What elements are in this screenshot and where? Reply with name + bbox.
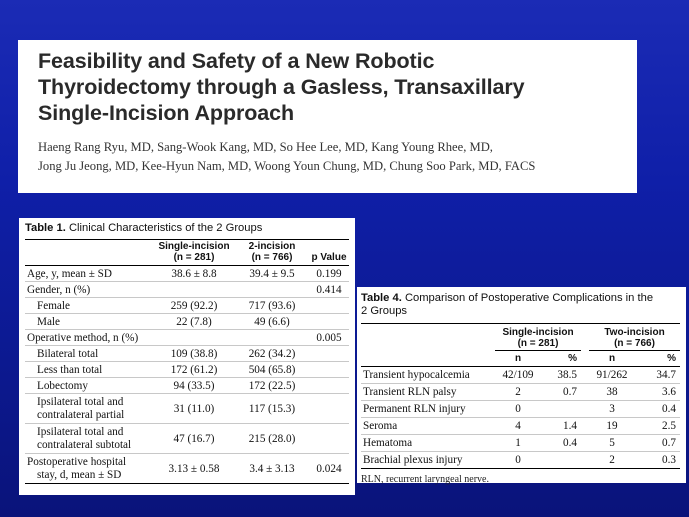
row-label: Female [25, 298, 153, 314]
cell-two: 504 (65.8) [235, 362, 309, 378]
cell-n-two: 5 [589, 435, 635, 452]
cell-n-single: 0 [495, 452, 541, 469]
cell-p [309, 362, 349, 378]
table-1-header-two [235, 240, 309, 266]
article-title [38, 48, 623, 126]
cell-pct-single: 1.4 [541, 418, 581, 435]
row-label-line-1: Postoperative hospital [27, 455, 127, 468]
table-4-header-blank [361, 324, 495, 351]
cell-pct-single [541, 452, 581, 469]
table-row [25, 378, 349, 394]
cell-pct-single: 0.7 [541, 384, 581, 401]
table-4-footnote: RLN, recurrent laryngeal nerve. [361, 474, 489, 485]
cell-n-single: 42/109 [495, 367, 541, 384]
table-1 [25, 239, 349, 484]
table-4-header-two [589, 324, 680, 351]
cell-n-single: 4 [495, 418, 541, 435]
cell-p [309, 298, 349, 314]
table-4-label: Table 4. [361, 292, 402, 304]
cell-p [309, 346, 349, 362]
cell-gap [581, 367, 589, 384]
cell-pct-two: 34.7 [635, 367, 680, 384]
table-4-caption-line-2: 2 Groups [361, 305, 408, 317]
table-1-panel [19, 218, 355, 495]
row-label: Bilateral total [25, 346, 153, 362]
table-row [25, 424, 349, 454]
row-label: Gender, n (%) [25, 282, 153, 298]
row-label: Operative method, n (%) [25, 330, 153, 346]
cell-n-single: 1 [495, 435, 541, 452]
cell-n-single: 2 [495, 384, 541, 401]
title-line-1: Feasibility and Safety of a New Robotic [38, 49, 435, 73]
cell-p [309, 394, 349, 424]
header-single-line-1: Single-incision [502, 327, 574, 338]
cell-two: 717 (93.6) [235, 298, 309, 314]
header-single-line-1: Single-incision [158, 241, 230, 252]
table-row [361, 384, 680, 401]
sub-header-pct: % [568, 353, 577, 364]
row-label: Hematoma [361, 435, 495, 452]
cell-p: 0.024 [309, 454, 349, 484]
row-label [25, 424, 153, 454]
table-row [361, 418, 680, 435]
row-label [25, 394, 153, 424]
table-row [361, 367, 680, 384]
author-line-2: Jong Ju Jeong, MD, Kee-Hyun Nam, MD, Woong Youn Chung, MD, Chung Soo Park, MD, FACS [38, 159, 536, 173]
header-two-line-1: Two-incision [604, 327, 665, 338]
cell-single: 109 (38.8) [153, 346, 235, 362]
row-label: Transient RLN palsy [361, 384, 495, 401]
cell-gap [581, 401, 589, 418]
row-label: Seroma [361, 418, 495, 435]
cell-pct-single [541, 401, 581, 418]
row-label-line-1: Ipsilateral total and [37, 395, 124, 408]
cell-n-single: 0 [495, 401, 541, 418]
table-1-caption [25, 222, 349, 235]
title-line-2: Thyroidectomy through a Gasless, Transaxillary [38, 75, 525, 99]
row-label-line-2: stay, d, mean ± SD [37, 468, 122, 481]
table-4-sub-gap [581, 351, 589, 367]
cell-single [153, 282, 235, 298]
table-4-header-gap [581, 324, 589, 351]
author-list [38, 138, 623, 176]
cell-single: 47 (16.7) [153, 424, 235, 454]
table-row [25, 394, 349, 424]
cell-two: 215 (28.0) [235, 424, 309, 454]
cell-gap [581, 418, 589, 435]
table-row [361, 401, 680, 418]
table-row [25, 282, 349, 298]
cell-gap [581, 435, 589, 452]
table-1-header-single [153, 240, 235, 266]
cell-single: 3.13 ± 0.58 [153, 454, 235, 484]
cell-n-two: 2 [589, 452, 635, 469]
header-two-line-2: (n = 766) [614, 338, 655, 349]
table-row [361, 452, 680, 469]
table-4-group-header-row [361, 324, 680, 351]
cell-single: 172 (61.2) [153, 362, 235, 378]
cell-pct-single: 38.5 [541, 367, 581, 384]
row-label: Male [25, 314, 153, 330]
cell-p [309, 378, 349, 394]
table-row [25, 454, 349, 484]
cell-pct-two: 2.5 [635, 418, 680, 435]
table-1-caption-text: Clinical Characteristics of the 2 Groups [68, 222, 263, 234]
table-4-caption-line-1: Comparison of Postoperative Complications in the [404, 292, 654, 304]
cell-p: 0.414 [309, 282, 349, 298]
table-4-sub-header-row [361, 351, 680, 367]
cell-gap [581, 452, 589, 469]
table-row [25, 330, 349, 346]
cell-pct-two: 0.7 [635, 435, 680, 452]
row-label-line-1: Ipsilateral total and [37, 425, 124, 438]
table-1-header-row [25, 240, 349, 266]
cell-two: 49 (6.6) [235, 314, 309, 330]
header-single-line-2: (n = 281) [517, 338, 559, 349]
row-label-line-2: contralateral partial [37, 408, 125, 421]
table-1-header-p: p Value [311, 252, 347, 263]
cell-pct-single: 0.4 [541, 435, 581, 452]
sub-header-n: n [514, 353, 522, 364]
header-single-line-2: (n = 281) [173, 252, 215, 263]
cell-pct-two: 0.4 [635, 401, 680, 418]
table-4-sub-blank [361, 351, 495, 367]
row-label: Age, y, mean ± SD [25, 266, 153, 282]
author-line-1: Haeng Rang Ryu, MD, Sang-Wook Kang, MD, So Hee Lee, MD, Kang Young Rhee, MD, [38, 140, 493, 154]
table-4 [361, 323, 680, 469]
cell-p: 0.005 [309, 330, 349, 346]
table-row [25, 266, 349, 282]
cell-single [153, 330, 235, 346]
table-row [25, 314, 349, 330]
table-1-header-blank [25, 240, 153, 266]
row-label: Permanent RLN injury [361, 401, 495, 418]
table-row [25, 362, 349, 378]
cell-two: 172 (22.5) [235, 378, 309, 394]
cell-two: 262 (34.2) [235, 346, 309, 362]
table-1-label: Table 1. [25, 222, 66, 234]
header-two-line-2: (n = 766) [251, 252, 293, 263]
article-title-card [18, 40, 637, 193]
cell-single: 259 (92.2) [153, 298, 235, 314]
sub-header-pct: % [667, 353, 676, 364]
cell-two [235, 282, 309, 298]
cell-single: 22 (7.8) [153, 314, 235, 330]
cell-n-two: 19 [589, 418, 635, 435]
row-label: Transient hypocalcemia [361, 367, 495, 384]
cell-two [235, 330, 309, 346]
cell-n-two: 91/262 [589, 367, 635, 384]
cell-single: 31 (11.0) [153, 394, 235, 424]
cell-two: 117 (15.3) [235, 394, 309, 424]
cell-n-two: 38 [589, 384, 635, 401]
cell-two: 3.4 ± 3.13 [235, 454, 309, 484]
cell-n-two: 3 [589, 401, 635, 418]
cell-single: 38.6 ± 8.8 [153, 266, 235, 282]
row-label-line-2: contralateral subtotal [37, 438, 132, 451]
title-line-3: Single-Incision Approach [38, 101, 295, 125]
table-4-header-single [495, 324, 581, 351]
row-label: Brachial plexus injury [361, 452, 495, 469]
cell-p: 0.199 [309, 266, 349, 282]
cell-gap [581, 384, 589, 401]
table-4-caption [361, 292, 680, 318]
table-row [25, 298, 349, 314]
cell-pct-two: 3.6 [635, 384, 680, 401]
cell-single: 94 (33.5) [153, 378, 235, 394]
cell-p [309, 314, 349, 330]
cell-pct-two: 0.3 [635, 452, 680, 469]
row-label: Lobectomy [25, 378, 153, 394]
row-label [25, 454, 153, 484]
header-two-line-1: 2-incision [248, 241, 296, 252]
cell-two: 39.4 ± 9.5 [235, 266, 309, 282]
sub-header-n: n [608, 353, 616, 364]
table-4-panel [357, 287, 686, 483]
row-label: Less than total [25, 362, 153, 378]
table-row [25, 346, 349, 362]
table-row [361, 435, 680, 452]
cell-p [309, 424, 349, 454]
